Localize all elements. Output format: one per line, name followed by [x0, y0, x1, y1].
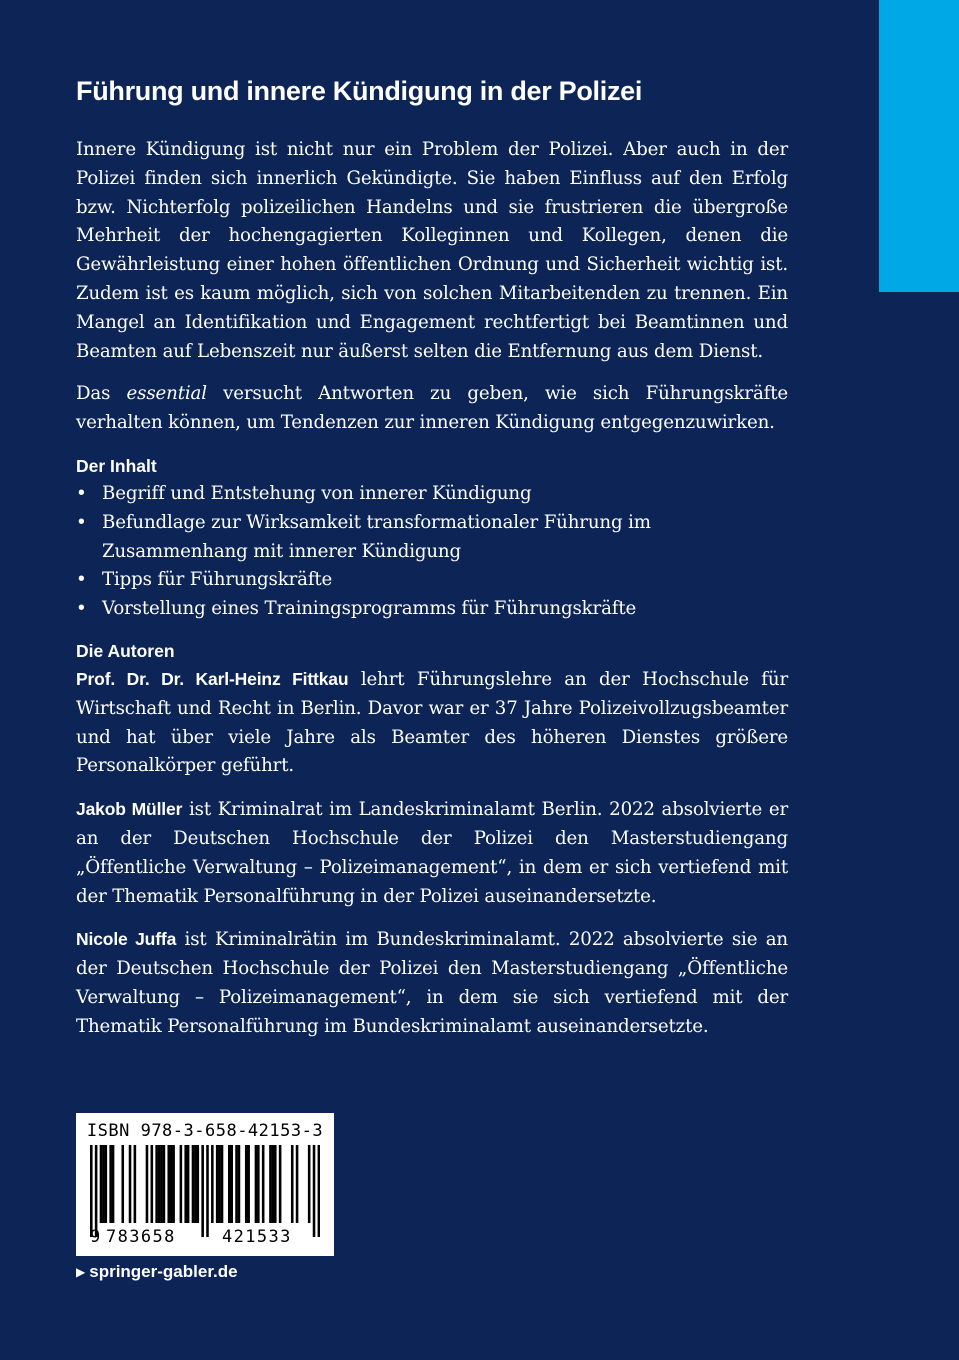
- bullet-icon: •: [76, 482, 87, 504]
- barcode-bar: [90, 1145, 93, 1237]
- barcode-bar: [245, 1145, 248, 1223]
- author-name: Prof. Dr. Dr. Karl-Heinz Fittkau: [76, 668, 349, 689]
- book-title: Führung und innere Kündigung in der Polizei: [76, 76, 643, 106]
- barcode-bar: [308, 1145, 311, 1223]
- list-item: • Tipps für Führungskräfte: [76, 566, 788, 595]
- barcode-bar: [194, 1145, 197, 1223]
- barcode-bar: [218, 1145, 221, 1223]
- barcode-bar: [105, 1145, 108, 1223]
- barcode-bar: [121, 1145, 124, 1223]
- bullet-icon: •: [76, 569, 87, 591]
- essential-emph: essential: [126, 383, 207, 405]
- barcode-bar: [279, 1145, 282, 1223]
- barcode-bar: [228, 1145, 231, 1223]
- barcode-bar: [211, 1145, 214, 1223]
- barcode-bar: [100, 1145, 103, 1223]
- publisher-url: springer-gabler.de: [89, 1262, 238, 1281]
- author-name: Jakob Müller: [76, 799, 183, 820]
- barcode-bar: [262, 1145, 265, 1223]
- barcode-bar: [296, 1145, 299, 1223]
- barcode-bar: [274, 1145, 277, 1223]
- list-item: • Vorstellung eines Trainingsprogramms für Führungskräfte: [76, 595, 788, 624]
- barcode-bar: [206, 1145, 209, 1237]
- barcode-bar: [235, 1145, 238, 1223]
- intro-paragraph: Innere Kündigung ist nicht nur ein Problem der Polizei. Aber auch in der Polizei finden sich innerlich Gekündigte. Sie haben Einfluss auf den Erfolg bzw. Nichterfolg polizeilichen Handelns und sie frustrieren die übergroße Mehrheit der hochengagierten Kolleginnen und Kollegen, denen die Gewährleistung einer hohen öffentlichen Ordnung und Sicherheit wichtig ist. Zudem ist es kaum möglich, sich von solchen Mitarbeitenden zu trennen. Ein Mangel an Identifikation und Engagement rechtfertigt bei Beamtinnen und Beamten auf Lebenszeit nur äußerst selten die Entfernung aus dem Dienst.: [76, 139, 788, 362]
- bullet-icon: •: [76, 511, 87, 533]
- barcode-bar: [187, 1145, 190, 1223]
- play-arrow-icon: ▶: [76, 1265, 86, 1279]
- barcode-bar: [155, 1145, 158, 1223]
- barcode-bar: [170, 1145, 173, 1223]
- barcode-bar: [230, 1145, 233, 1223]
- essential-paragraph: [76, 380, 788, 438]
- barcode-bar: [172, 1145, 175, 1223]
- back-cover-text: [76, 72, 788, 1056]
- barcode-bar: [184, 1145, 187, 1223]
- barcode-bar: [269, 1145, 272, 1223]
- barcode-bar: [247, 1145, 250, 1223]
- contents-list: [76, 480, 788, 624]
- barcode-bar: [318, 1145, 320, 1237]
- barcode-digit-first: 9: [90, 1227, 101, 1247]
- authors-heading: Die Autoren: [76, 640, 175, 661]
- barcode-bar: [291, 1145, 294, 1223]
- barcode-bar: [163, 1145, 166, 1223]
- barcode-bar: [158, 1145, 161, 1223]
- list-item: • Begriff und Entstehung von innerer Kündigung: [76, 480, 788, 509]
- essential-prefix: Das: [76, 383, 127, 405]
- accent-stripe: [879, 0, 959, 292]
- author-bio: Prof. Dr. Dr. Karl-Heinz Fittkau lehrt Führungslehre an der Hochschule für Wirtschaft und Recht in Berlin. Davor war er 37 Jahre Polizeivollzugsbeamter und hat über viele Jahre als Beamter des höheren Dienstes größere Personalkörper geführt.: [76, 668, 788, 777]
- author-bio: Nicole Juffa ist Kriminalrätin im Bundeskriminalamt. 2022 absolvierte sie an der Deutschen Hochschule der Polizei den Masterstudiengang „Öffentliche Verwaltung – Polizeimanagement“, in dem sie sich vertiefend mit der Thematik Personalführung im Bundeskriminalamt auseinandersetzte.: [76, 929, 788, 1037]
- barcode-bar: [109, 1145, 112, 1223]
- barcode-bar: [102, 1145, 105, 1223]
- barcode-bar: [255, 1145, 258, 1223]
- isbn-barcode: [76, 1113, 334, 1256]
- barcode-bar: [151, 1145, 154, 1223]
- barcode-bar: [146, 1145, 149, 1223]
- barcode-bar: [192, 1145, 195, 1223]
- author-bio: Jakob Müller ist Kriminalrat im Landeskriminalamt Berlin. 2022 absolvierte er an der Deutschen Hochschule der Polizei den Masterstudiengang „Öffentliche Verwaltung – Polizeimanagement“, in dem er sich vertiefend mit der Thematik Personalführung in der Polizei auseinandersetzte.: [76, 799, 788, 907]
- bullet-icon: •: [76, 598, 87, 620]
- barcode-digits-right: 421533: [222, 1227, 292, 1247]
- barcode-bar: [112, 1145, 115, 1223]
- barcode-bar: [257, 1145, 260, 1223]
- barcode-bar: [129, 1145, 132, 1223]
- author-name: Nicole Juffa: [76, 929, 177, 950]
- barcode-bar: [197, 1145, 200, 1223]
- barcode-bar: [216, 1145, 219, 1223]
- barcode-bar: [313, 1145, 316, 1237]
- barcode-bar: [201, 1145, 204, 1237]
- publisher-link[interactable]: [76, 1262, 238, 1282]
- barcode-bar: [134, 1145, 137, 1223]
- barcode-digits-left: 783658: [106, 1227, 176, 1247]
- barcode-bar: [180, 1145, 183, 1223]
- barcode-bar: [95, 1145, 98, 1237]
- barcode-bar: [238, 1145, 241, 1223]
- contents-heading: Der Inhalt: [76, 455, 157, 476]
- isbn-label: ISBN 978-3-658-42153-3: [86, 1121, 324, 1141]
- essential-rest: versucht Antworten zu geben, wie sich Führungskräfte verhalten können, um Tendenzen zur inneren Kündigung entgegenzuwirken.: [76, 383, 788, 434]
- barcode-bar: [221, 1145, 224, 1223]
- barcode-bar: [272, 1145, 275, 1223]
- list-item: • Befundlage zur Wirksamkeit transformationaler Führung im Zusammenhang mit innerer Kündigung: [76, 509, 788, 567]
- barcode-bar: [160, 1145, 163, 1223]
- barcode-bar: [167, 1145, 170, 1223]
